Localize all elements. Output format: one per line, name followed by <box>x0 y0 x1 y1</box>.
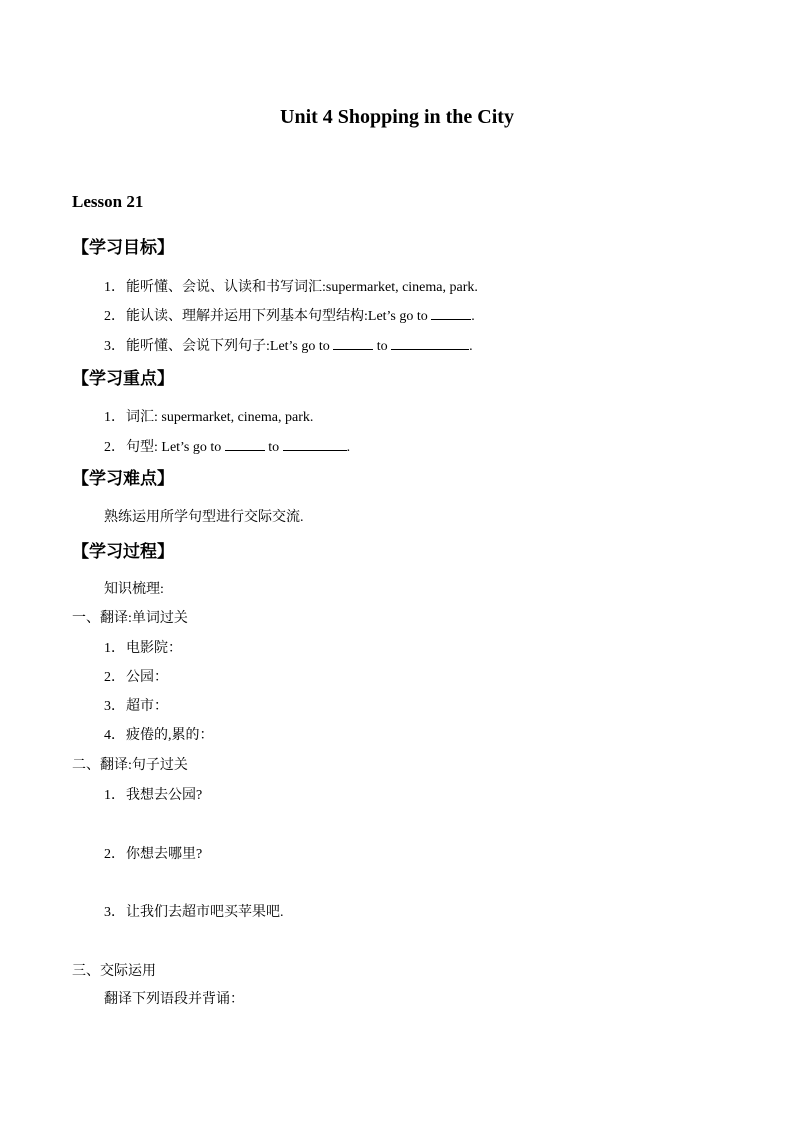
goals-heading: 【学习目标】 <box>72 238 174 258</box>
difficulties-text: 熟练运用所学句型进行交际交流. <box>104 510 304 525</box>
section2-title: 二、翻译:句子过关 <box>72 758 188 773</box>
item-text: 电影院： <box>126 641 182 656</box>
word-item-2 <box>104 666 168 686</box>
word-item-4 <box>104 724 214 744</box>
item-tail: . <box>471 309 475 324</box>
item-number: 2． <box>104 670 125 685</box>
key-point-item-1 <box>104 406 313 426</box>
item-number: 3． <box>104 905 125 920</box>
item-number: 3． <box>104 339 125 354</box>
sentence-item-1 <box>104 784 202 804</box>
lesson-label: Lesson 21 <box>72 192 144 211</box>
item-text: 超市： <box>126 699 168 714</box>
item-text: 疲倦的,累的： <box>126 728 214 743</box>
item-text: 公园： <box>126 670 168 685</box>
item-number: 2． <box>104 440 125 455</box>
item-text: 能听懂、会说下列句子:Let’s go to <box>126 339 334 354</box>
item-tail: . <box>346 440 351 455</box>
process-heading: 【学习过程】 <box>72 542 174 562</box>
item-number: 1． <box>104 280 125 295</box>
word-item-3 <box>104 695 168 715</box>
item-text: 你想去哪里? <box>126 847 203 862</box>
item-text: 能听懂、会说、认读和书写词汇:supermarket, cinema, park. <box>126 280 478 295</box>
goal-item-1 <box>104 276 478 296</box>
item-text: 我想去公园? <box>126 788 203 803</box>
item-tail: . <box>469 339 473 354</box>
sentence-item-3 <box>104 901 284 921</box>
fill-blank[interactable] <box>391 337 469 350</box>
document-title: Unit 4 Shopping in the City <box>280 106 514 128</box>
key-point-item-2 <box>104 436 350 456</box>
fill-blank[interactable] <box>283 438 347 451</box>
section1-title: 一、翻译:单词过关 <box>72 611 188 626</box>
item-text: 句型: Let’s go to <box>126 440 225 455</box>
word-item-1 <box>104 637 182 657</box>
key-points-heading: 【学习重点】 <box>72 369 174 389</box>
item-number: 3． <box>104 699 125 714</box>
section3-text: 翻译下列语段并背诵： <box>104 992 244 1007</box>
item-text: 词汇: supermarket, cinema, park. <box>126 410 314 425</box>
goal-item-2 <box>104 305 475 325</box>
item-text: 能认读、理解并运用下列基本句型结构:Let’s go to <box>126 309 432 324</box>
item-number: 1． <box>104 641 125 656</box>
fill-blank[interactable] <box>333 337 373 350</box>
item-number: 2． <box>104 309 125 324</box>
process-intro: 知识梳理: <box>104 582 164 597</box>
item-number: 1． <box>104 410 125 425</box>
sentence-item-2 <box>104 843 202 863</box>
item-mid: to <box>264 440 283 455</box>
section3-title: 三、交际运用 <box>72 964 156 979</box>
item-mid: to <box>373 339 392 354</box>
item-number: 4． <box>104 728 125 743</box>
difficulties-heading: 【学习难点】 <box>72 469 174 489</box>
item-text: 让我们去超市吧买苹果吧. <box>126 905 284 920</box>
item-number: 1． <box>104 788 125 803</box>
fill-blank[interactable] <box>225 438 265 451</box>
fill-blank[interactable] <box>431 307 471 320</box>
goal-item-3 <box>104 335 473 355</box>
item-number: 2． <box>104 847 125 862</box>
